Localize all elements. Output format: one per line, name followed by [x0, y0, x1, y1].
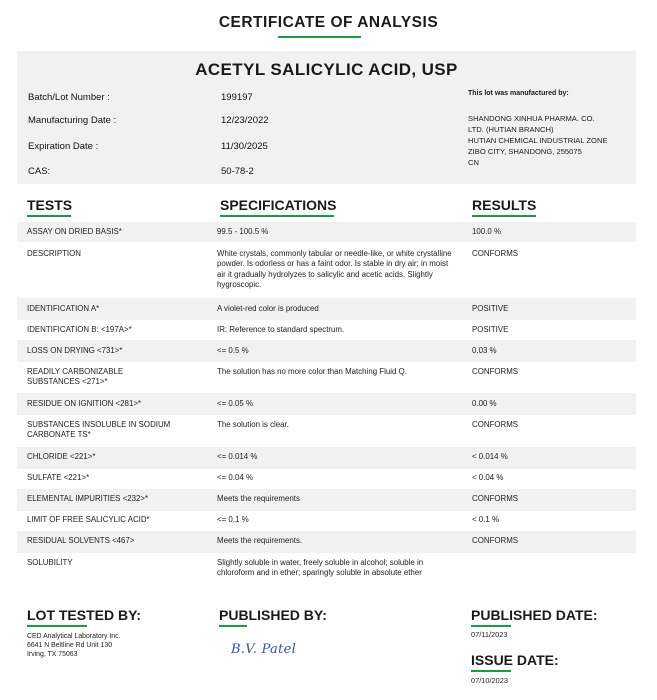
test-name: DESCRIPTION [27, 249, 81, 258]
lab-address-line: Irving, TX 75063 [27, 651, 78, 658]
product-name: ACETYL SALICYLIC ACID, USP [195, 60, 458, 79]
test-spec: A violet-red color is produced [217, 304, 319, 313]
test-name: IDENTIFICATION A* [27, 304, 100, 313]
test-spec: <= 0.5 % [217, 346, 249, 355]
test-name: ELEMENTAL IMPURITIES <232>* [27, 494, 149, 503]
test-name: ASSAY ON DRIED BASIS* [27, 227, 122, 236]
lot-tested-by-heading: LOT TESTED BY: [27, 607, 142, 623]
test-result: 0.03 % [472, 346, 497, 355]
published-by-heading: PUBLISHED BY: [219, 607, 327, 623]
batch-value: 199197 [221, 92, 253, 103]
issue-date-underline [471, 670, 511, 672]
test-name: RESIDUE ON IGNITION <281>* [27, 399, 142, 408]
test-result: POSITIVE [472, 325, 509, 334]
test-spec: <= 0.1 % [217, 515, 249, 524]
test-spec: The solution is clear. [217, 420, 289, 429]
test-name: RESIDUAL SOLVENTS <467> [27, 536, 135, 545]
manufacturer-line: HUTIAN CHEMICAL INDUSTRIAL ZONE [468, 136, 608, 145]
test-name: SUBSTANCES INSOLUBLE IN SODIUM CARBONATE TS* [27, 420, 171, 440]
specifications-heading: SPECIFICATIONS [220, 197, 337, 213]
issue-date-heading: ISSUE DATE: [471, 652, 559, 668]
exp-date-label: Expiration Date : [28, 141, 99, 152]
certificate-title: CERTIFICATE OF ANALYSIS [218, 14, 439, 31]
test-spec: The solution has no more color than Matching Fluid Q. [217, 367, 407, 376]
test-result: CONFORMS [472, 494, 519, 503]
tests-heading: TESTS [27, 197, 73, 213]
test-result: CONFORMS [472, 420, 519, 429]
signature: B.V. Patel [231, 642, 297, 657]
manufacturer-line: ZIBO CITY, SHANDONG, 255075 [468, 147, 582, 156]
test-name: LIMIT OF FREE SALICYLIC ACID* [27, 515, 150, 524]
cas-value: 50-78-2 [221, 166, 254, 177]
test-name: SULFATE <221>* [27, 473, 90, 482]
test-result: 100.0 % [472, 227, 501, 236]
published-date-value: 07/11/2023 [471, 630, 508, 639]
published-by-underline [219, 625, 247, 627]
test-spec: Slightly soluble in water, freely soluble in alcohol; soluble in chloroform and in ether; sparingly soluble in absolute ether [217, 558, 424, 578]
test-spec: Meets the requirements [217, 494, 300, 503]
test-result: CONFORMS [472, 367, 519, 376]
test-spec: White crystals, commonly tabular or needle-like, or white crystalline powder. Is odorless or has a faint odor. Is stable in dry air; in moist air it gradually hydrolyzes to salicylic and acetic acids. Slightly hygroscopic. [217, 249, 452, 290]
test-name: SOLUBILITY [27, 558, 73, 567]
test-spec: <= 0.014 % [217, 452, 258, 461]
published-date-heading: PUBLISHED DATE: [471, 607, 598, 623]
test-spec: IR: Reference to standard spectrum. [217, 325, 345, 334]
published-date-underline [471, 625, 511, 627]
test-result: CONFORMS [472, 536, 519, 545]
mfg-date-label: Manufacturing Date : [28, 115, 117, 126]
manufacturer-line: SHANDONG XINHUA PHARMA. CO. [468, 114, 595, 123]
cas-label: CAS: [28, 166, 51, 177]
results-underline [472, 215, 536, 217]
tests-underline [27, 215, 71, 217]
manufacturer-title: This lot was manufactured by: [468, 90, 569, 97]
mfg-date-value: 12/23/2022 [221, 115, 269, 126]
header-box [17, 51, 636, 184]
test-spec: <= 0.04 % [217, 473, 253, 482]
test-name: READILY CARBONIZABLE SUBSTANCES <271>* [27, 367, 124, 387]
lab-address-line: CED Analytical Laboratory Inc. [27, 633, 121, 640]
lot-tested-by-underline [27, 625, 87, 627]
issue-date-value: 07/10/2023 [471, 676, 508, 685]
exp-date-value: 11/30/2025 [221, 141, 268, 152]
test-result: < 0.1 % [472, 515, 499, 524]
test-result: 0.00 % [472, 399, 497, 408]
test-name: CHLORIDE <221>* [27, 452, 96, 461]
batch-label: Batch/Lot Number : [28, 92, 110, 103]
specifications-underline [220, 215, 334, 217]
lab-address-line: 6641 N Beltline Rd Unit 130 [27, 642, 113, 649]
manufacturer-line: LTD. (HUTIAN BRANCH) [468, 125, 554, 134]
test-name: IDENTIFICATION B: <197A>* [27, 325, 132, 334]
test-result: < 0.04 % [472, 473, 504, 482]
test-result: < 0.014 % [472, 452, 508, 461]
test-name: LOSS ON DRYING <731>* [27, 346, 123, 355]
manufacturer-line: CN [468, 158, 479, 167]
test-spec: Meets the requirements. [217, 536, 303, 545]
results-heading: RESULTS [472, 197, 537, 213]
test-spec: 99.5 - 100.5 % [217, 227, 269, 236]
title-underline [278, 36, 361, 38]
test-result: CONFORMS [472, 249, 519, 258]
test-result: POSITIVE [472, 304, 509, 313]
test-spec: <= 0.05 % [217, 399, 253, 408]
